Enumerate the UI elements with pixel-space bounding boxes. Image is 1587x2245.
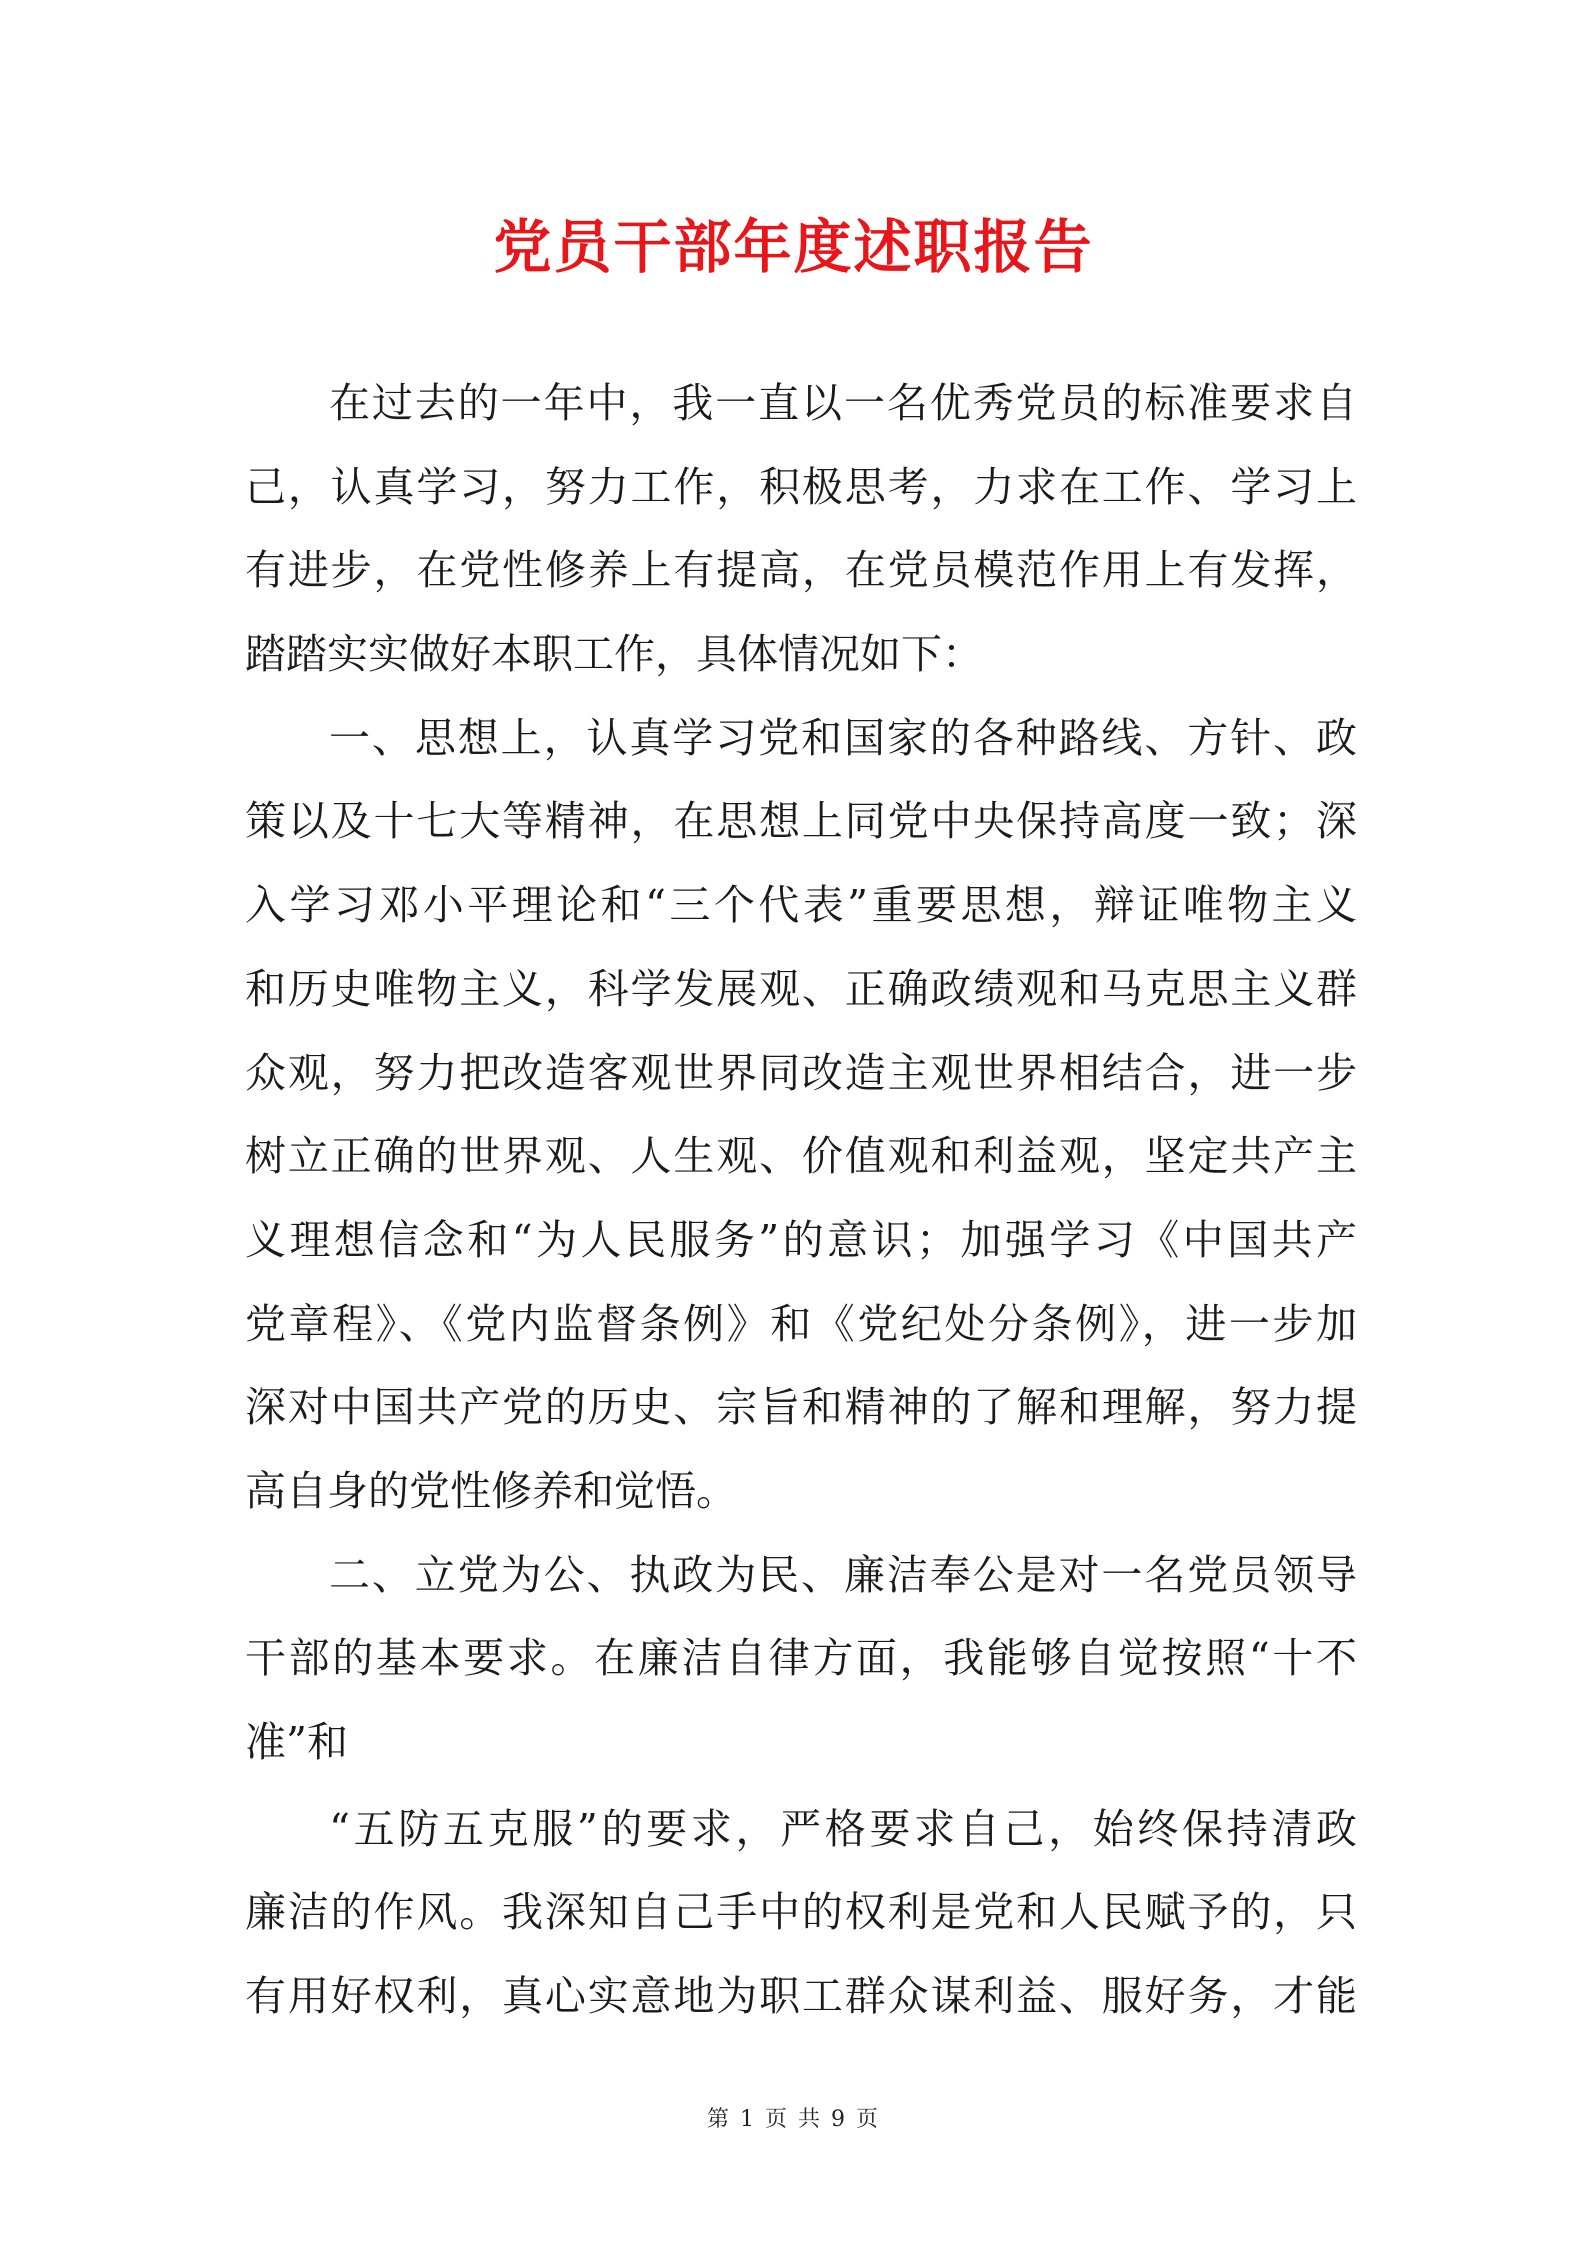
- text-line: 深对中国共产党的历史、宗旨和精神的了解和理解，努力提: [245, 1383, 1357, 1432]
- text-line: 干部的基本要求。在廉洁自律方面，我能够自觉按照“十不: [245, 1634, 1357, 1683]
- text-line: 有进步，在党性修养上有提高，在党员模范作用上有发挥，: [245, 546, 1357, 595]
- text-line: “五防五克服”的要求，严格要求自己，始终保持清政: [329, 1804, 1357, 1853]
- text-line: 在过去的一年中，我一直以一名优秀党员的标准要求自: [329, 379, 1357, 427]
- document-title: 党员干部年度述职报告: [493, 213, 1094, 281]
- text-line: 树立正确的世界观、人生观、价值观和利益观，坚定共产主: [245, 1132, 1357, 1181]
- text-line: 策以及十七大等精神，在思想上同党中央保持高度一致；深: [245, 797, 1357, 846]
- text-line: 众观，努力把改造客观世界同改造主观世界相结合，进一步: [245, 1048, 1357, 1097]
- text-line: 廉洁的作风。我深知自己手中的权利是党和人民赋予的，只: [245, 1888, 1357, 1937]
- text-line: 义理想信念和“为人民服务”的意识；加强学习《中国共产: [245, 1215, 1357, 1264]
- text-line: 二、立党为公、执政为民、廉洁奉公是对一名党员领导: [329, 1550, 1357, 1599]
- document-body: [245, 362, 1357, 2039]
- text-line: 高自身的党性修养和觉悟。: [245, 1466, 737, 1515]
- text-line: 踏踏实实做好本职工作，具体情况如下：: [245, 630, 983, 679]
- text-line: 有用好权利，真心实意地为职工群众谋利益、服好务，才能: [245, 1972, 1357, 2021]
- text-line: 入学习邓小平理论和“三个代表”重要思想，辩证唯物主义: [245, 881, 1357, 930]
- text-line: 一、思想上，认真学习党和国家的各种路线、方针、政: [329, 713, 1357, 762]
- text-line: 己，认真学习，努力工作，积极思考，力求在工作、学习上: [245, 462, 1357, 511]
- text-line: 和历史唯物主义，科学发展观、正确政绩观和马克思主义群: [245, 964, 1357, 1013]
- text-line: 准”和: [245, 1718, 348, 1766]
- page-number-footer: 第 1 页 共 9 页: [707, 2107, 880, 2132]
- text-line: 党章程》、《党内监督条例》和《党纪处分条例》，进一步加: [245, 1299, 1357, 1348]
